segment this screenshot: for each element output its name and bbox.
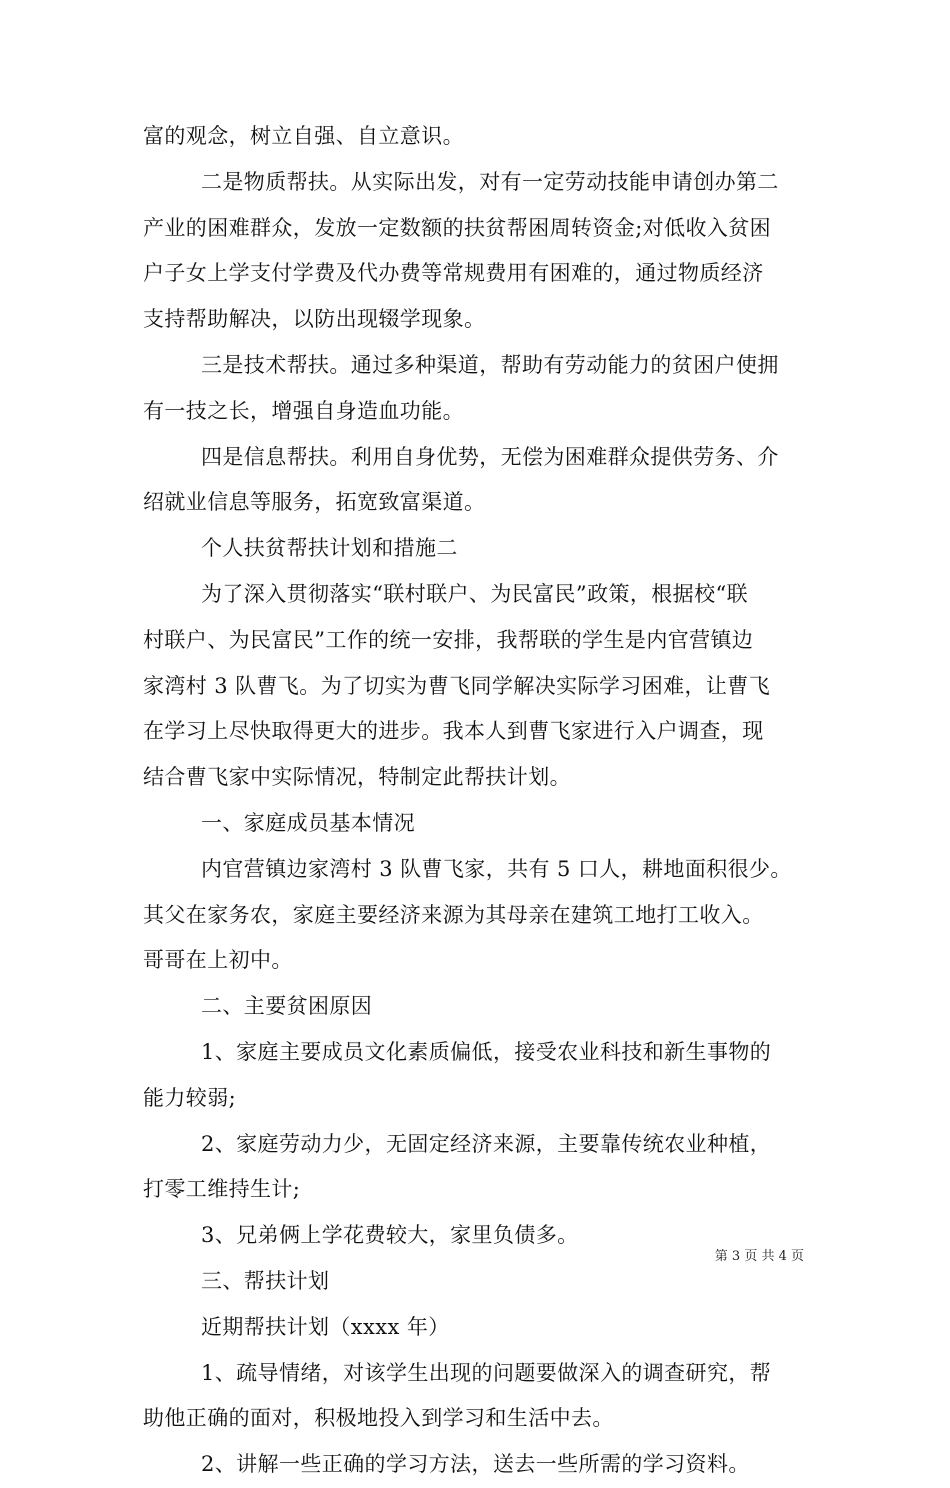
text-line: 结合曹飞家中实际情况，特制定此帮扶计划。 — [143, 765, 571, 790]
text-line: 有一技之长，增强自身造血功能。 — [143, 398, 464, 423]
page-number: 第 3 页 共 4 页 — [714, 1249, 804, 1264]
text-line: 村联户、为民富民”工作的统一安排，我帮联的学生是内官营镇边 — [143, 627, 754, 652]
text-line: 哥哥在上初中。 — [143, 948, 293, 973]
text-line: 2、讲解一些正确的学习方法，送去一些所需的学习资料。 — [201, 1452, 750, 1477]
text-line: 内官营镇边家湾村 3 队曹飞家，共有 5 口人，耕地面积很少。 — [201, 856, 792, 881]
text-line: 1、疏导情绪，对该学生出现的问题要做深入的调查研究，帮 — [201, 1360, 772, 1385]
text-line: 二是物质帮扶。从实际出发，对有一定劳动技能申请创办第二 — [201, 169, 779, 194]
text-line: 二、主要贫困原因 — [201, 994, 373, 1019]
text-line: 近期帮扶计划（xxxx 年） — [201, 1314, 450, 1339]
text-line: 绍就业信息等服务，拓宽致富渠道。 — [143, 490, 486, 515]
text-line: 1、家庭主要成员文化素质偏低，接受农业科技和新生事物的 — [201, 1039, 772, 1064]
text-line: 户子女上学支付学费及代办费等常规费用有困难的，通过物质经济 — [143, 261, 764, 286]
text-line: 支持帮助解决，以防出现辍学现象。 — [143, 307, 486, 332]
text-line: 家湾村 3 队曹飞。为了切实为曹飞同学解决实际学习困难，让曹飞 — [143, 673, 771, 698]
body-text — [143, 114, 807, 1488]
text-line: 助他正确的面对，积极地投入到学习和生活中去。 — [143, 1406, 614, 1431]
text-line: 四是信息帮扶。利用自身优势，无偿为困难群众提供劳务、介 — [201, 444, 779, 469]
text-line: 能力较弱; — [143, 1085, 237, 1110]
text-line: 3、兄弟俩上学花费较大，家里负债多。 — [201, 1223, 579, 1248]
text-line: 为了深入贯彻落实“联村联户、为民富民”政策，根据校“联 — [201, 581, 749, 606]
text-line: 其父在家务农，家庭主要经济来源为其母亲在建筑工地打工收入。 — [143, 902, 764, 927]
text-line: 三是技术帮扶。通过多种渠道，帮助有劳动能力的贫困户使拥 — [201, 352, 779, 377]
text-line: 富的观念，树立自强、自立意识。 — [143, 124, 464, 148]
text-line: 在学习上尽快取得更大的进步。我本人到曹飞家进行入户调查，现 — [143, 719, 764, 744]
text-line: 一、家庭成员基本情况 — [201, 810, 415, 835]
text-line: 三、帮扶计划 — [201, 1268, 330, 1293]
text-line: 2、家庭劳动力少，无固定经济来源，主要靠传统农业种植， — [201, 1131, 772, 1156]
text-line: 打零工维持生计; — [143, 1177, 301, 1202]
text-line: 产业的困难群众，发放一定数额的扶贫帮困周转资金;对低收入贫困 — [143, 215, 772, 240]
text-line: 个人扶贫帮扶计划和措施二 — [201, 536, 458, 561]
